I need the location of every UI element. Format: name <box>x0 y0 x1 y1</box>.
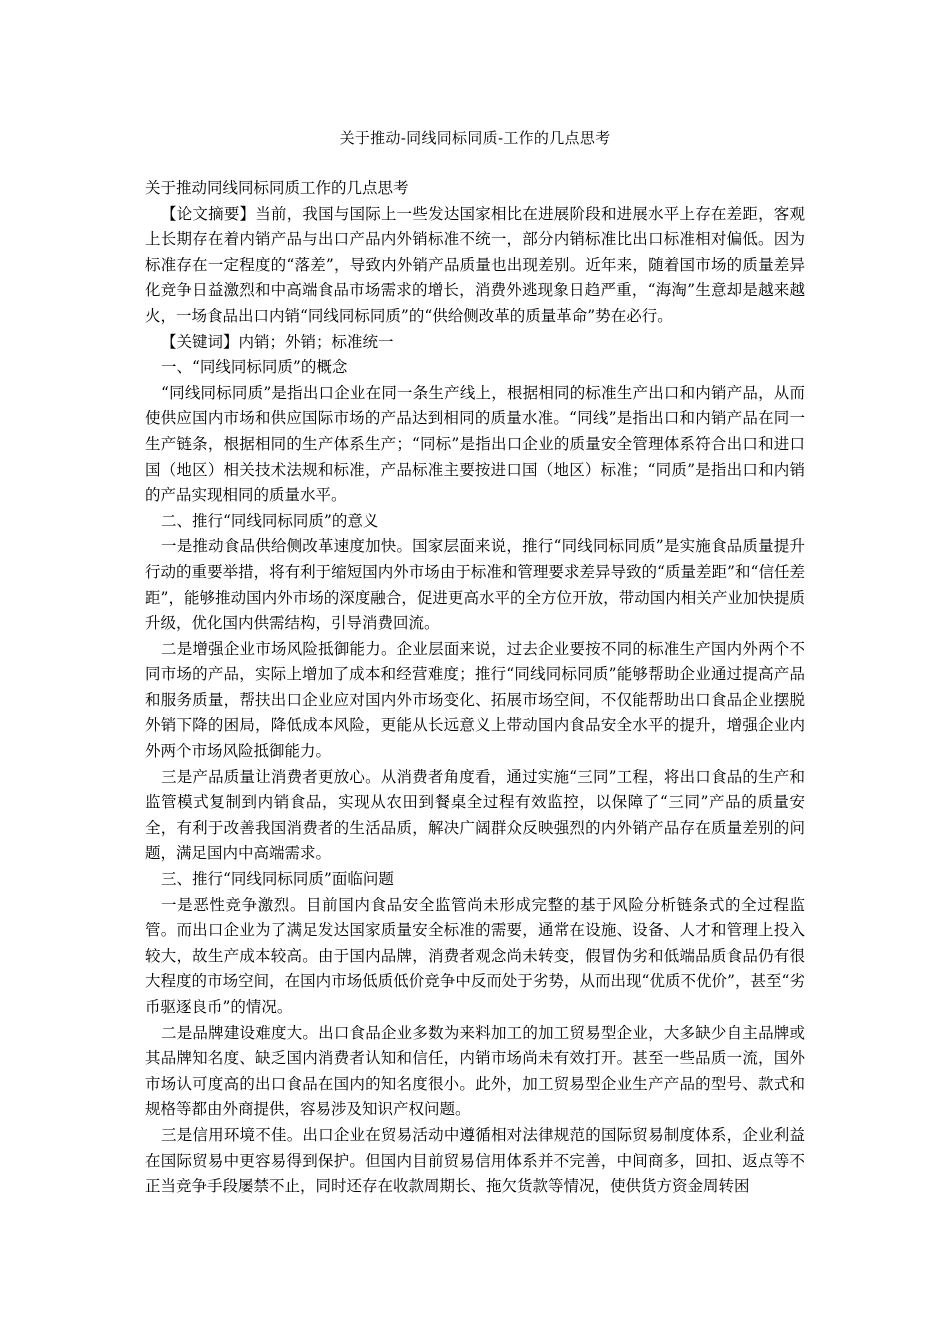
section-3-paragraph-3: 三是信用环境不佳。出口企业在贸易活动中遵循相对法律规范的国际贸易制度体系，企业利益在国际贸易中更容易得到保护。但国内目前贸易信用体系并不完善，中间商多，回扣、返点等不正当竞争手段屡禁不止，同时还存在收款周期长、拖欠货款等情况，使供货方资金周转困 <box>145 1125 805 1196</box>
section-heading-2: 二、推行“同线同标同质”的意义 <box>161 511 379 530</box>
section-heading-1: 一、“同线同标同质”的概念 <box>161 358 348 377</box>
document-subtitle: 关于推动同线同标同质工作的几点思考 <box>145 179 409 197</box>
keywords-line: 【关键词】内销；外销；标准统一 <box>161 332 394 351</box>
section-3-paragraph-2: 二是品牌建设难度大。出口食品企业多数为来料加工的加工贸易型企业，大多缺少自主品牌或其品牌知名度、缺乏国内消费者认知和信任，内销市场尚未有效打开。甚至一些品质一流，国外市场认可度高的出口食品在国内的知名度很小。此外，加工贸易型企业生产产品的型号、款式和规格等都由外商提供，容易涉及知识产权问题。 <box>145 1023 805 1119</box>
document-body <box>145 176 805 1200</box>
section-heading-3: 三、推行“同线同标同质”面临问题 <box>161 870 394 889</box>
section-2-paragraph-1: 一是推动食品供给侧改革速度加快。国家层面来说，推行“同线同标同质”是实施食品质量提升行动的重要举措，将有利于缩短国内外市场由于标准和管理要求差异导致的“质量差距”和“信任差距”，能够推动国内外市场的深度融合，促进更高水平的全方位开放，带动国内相关产业加快提质升级，优化国内供需结构，引导消费回流。 <box>145 537 805 633</box>
abstract-paragraph: 【论文摘要】当前，我国与国际上一些发达国家相比在进展阶段和进展水平上存在差距，客观上长期存在着内销产品与出口产品内外销标准不统一，部分内销标准比出口标准相对偏低。因为标准存在一定程度的“落差”，导致内外销产品质量也出现差别。近年来，随着国市场的质量差异化竞争日益激烈和中高端食品市场需求的增长，消费外逃现象日趋严重，“海淘”生意却是越来越火，一场食品出口内销“同线同标同质”的“供给侧改革的质量革命”势在必行。 <box>145 204 805 325</box>
section-2-paragraph-3: 三是产品质量让消费者更放心。从消费者角度看，通过实施“三同”工程，将出口食品的生产和监管模式复制到内销食品，实现从农田到餐桌全过程有效监控，以保障了“三同”产品的质量安全，有利于改善我国消费者的生活品质，解决广阔群众反映强烈的内外销产品存在质量差别的问题，满足国内中高端需求。 <box>145 767 805 863</box>
document-title: 关于推动-同线同标同质-工作的几点思考 <box>339 129 611 147</box>
section-1-paragraph: “同线同标同质”是指出口企业在同一条生产线上，根据相同的标准生产出口和内销产品，从而使供应国内市场和供应国际市场的产品达到相同的质量水准。“同线”是指出口和内销产品在同一生产链条，根据相同的生产体系生产；“同标”是指出口企业的质量安全管理体系符合出口和进口国（地区）相关技术法规和标准，产品标准主要按进口国（地区）标准；“同质”是指出口和内销的产品实现相同的质量水平。 <box>145 383 805 505</box>
section-2-paragraph-2: 二是增强企业市场风险抵御能力。企业层面来说，过去企业要按不同的标准生产国内外两个不同市场的产品，实际上增加了成本和经营难度；推行“同线同标同质”能够帮助企业通过提高产品和服务质量，帮扶出口企业应对国内外市场变化、拓展市场空间，不仅能帮助出口食品企业摆脱外销下降的困局，降低成本风险，更能从长远意义上带动国内食品安全水平的提升，增强企业内外两个市场风险抵御能力。 <box>145 639 805 761</box>
section-3-paragraph-1: 一是恶性竞争激烈。目前国内食品安全监管尚未形成完整的基于风险分析链条式的全过程监管。而出口企业为了满足发达国家质量安全标准的需要，通常在设施、设备、人才和管理上投入较大，故生产成本较高。由于国内品牌，消费者观念尚未转变，假冒伪劣和低端品质食品仍有很大程度的市场空间，在国内市场低质低价竞争中反而处于劣势，从而出现“优质不优价”，甚至“劣币驱逐良币”的情况。 <box>145 895 805 1016</box>
